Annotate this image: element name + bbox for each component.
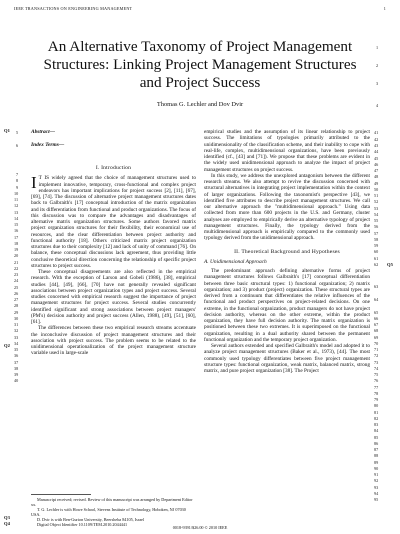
line-number: 92	[374, 478, 379, 483]
abstract-label: Abstract—	[31, 129, 55, 135]
footnote-rule	[31, 494, 91, 495]
line-number: 70	[374, 341, 379, 346]
line-number: 30	[14, 316, 19, 321]
line-number: 55	[374, 218, 379, 223]
line-number: 25	[14, 285, 19, 290]
line-number: 78	[374, 391, 379, 396]
line-number: 33	[14, 335, 19, 340]
line-number: 32	[14, 328, 19, 333]
section-heading-theory: II. Theoretical Background and Hypotheses	[234, 248, 340, 255]
paragraph: The differences between these two empirical research streams accentuate the inconclusive discussion of project management structures and their association with project success. The problem seems to be related to the unidimensional operationalization of the project management structure variable used in large-scale	[31, 325, 196, 357]
line-number: 51	[374, 193, 379, 198]
line-number: 93	[374, 485, 379, 490]
query-mark: Q2	[4, 343, 10, 348]
line-number: 58	[374, 237, 379, 242]
line-number: 26	[14, 291, 19, 296]
line-number: 56	[374, 224, 379, 229]
line-number: 6	[16, 143, 19, 148]
line-number: 45	[374, 156, 379, 161]
line-number: 48	[374, 174, 379, 179]
line-number: 15	[14, 222, 19, 227]
paragraph: In this study, we address the unexplored antagonism between the different research streams. We also attempt to revive the discussion concerned with structural alternatives in integrating project implementation within the context of larger organizations. Following the taxonomist's perspective [43], we identified five attributes to describe project management structures. We call our alternative approach the "multidimensional approach." Using data collected from more than 600 projects in the U.S. and Germany, cluster analyses are employed to empirically derive an alternative typology of project management structures. Finally, the typology derived from the multidimensional approach is empirically compared to the commonly used typology derived from the unidimensional approach.	[204, 172, 370, 242]
paragraph: Several authors extended and specified Galbraith's model and adopted it to analyze project management structures (Baker et al., 1973), [44]. The most commonly used typology differentiates between five project management structure types: functional organization, weak matrix, balanced matrix, strong matrix, and pure project organization [38]. The Project	[204, 343, 370, 374]
query-mark: Q4	[4, 521, 10, 526]
line-number: 61	[374, 256, 379, 261]
line-number: 37	[14, 360, 19, 365]
line-number: 54	[374, 212, 379, 217]
query-mark: Q5	[387, 262, 393, 267]
line-number: 60	[374, 249, 379, 254]
line-number: 28	[14, 303, 19, 308]
paragraph: These conceptual disagreements are also reflected in the empirical research. With the exception of Larson and Gobeli (1986), [38], empirical studies [44], [49], [66], [70] have not generally revealed significant associations between project organization types and project success. Several studies concerned with empirical research suggest the importance of project management structures for project success. Several studies concurrently identified significant and strong associations between project managers' (PM's) decision authority and project success (Allen, 1988), [49], [51], [60], [61].	[31, 269, 196, 325]
query-mark: Q1	[4, 128, 10, 133]
line-number: 39	[14, 372, 19, 377]
line-number: 68	[374, 328, 379, 333]
line-number: 31	[14, 322, 19, 327]
paragraph: empirical studies and the assumption of its linear relationship to project success. The limitations of typologies primarily attributed to the unidimensionality of the classification scheme, and their inability to cope with real-life, complex, multidimensional organizations, have been previously identified (cf., [43] and [71]). We propose that these problems are evident in the widely used unidimensional approach to analyze the impact of project management structures on project success.	[204, 129, 370, 173]
line-number: 36	[14, 353, 19, 358]
line-number: 89	[374, 460, 379, 465]
line-number: 76	[374, 378, 379, 383]
line-number: 86	[374, 441, 379, 446]
running-header	[14, 6, 386, 14]
line-number: 72	[374, 353, 379, 358]
line-number: 47	[374, 168, 379, 173]
line-number: 24	[14, 278, 19, 283]
line-number: 16	[14, 228, 19, 233]
line-number: 19	[14, 247, 19, 252]
subsection-heading: A. Unidimensional Approach	[204, 258, 267, 265]
line-number: 10	[14, 191, 19, 196]
line-number: 63	[374, 284, 379, 289]
line-number: 50	[374, 187, 379, 192]
line-number: 84	[374, 428, 379, 433]
line-number: 4	[376, 103, 379, 108]
line-number: 5	[16, 130, 19, 135]
line-number: 62	[374, 262, 379, 267]
section-heading-introduction: I. Introduction	[95, 165, 132, 171]
line-number: 77	[374, 385, 379, 390]
line-number: 59	[374, 243, 379, 248]
line-number: 85	[374, 435, 379, 440]
title-line: An Alternative Taxonomy of Project Management	[47, 38, 353, 55]
line-number: 53	[374, 206, 379, 211]
title-line: and Project Success	[139, 74, 261, 91]
line-number: 46	[374, 162, 379, 167]
line-number: 87	[374, 447, 379, 452]
paragraph: The predominant approach defining alternative forms of project management structures follows Galbraith's [17] conceptual differentiation between three basic structural types: 1) functional organization; 2) matrix organization; and 3) product (project) organization. These structural types are derived from a continuum that differentiates the relative influences of the functional and product perspectives on project-related decisions. On one extreme, in the functional organization, product managers do not have project decision authority, whereas on the other extreme, within the product organization, they have full decision authority. The matrix organization is positioned between these two extremes. It is superimposed on the functional organization, resulting in a dual authority shared between the permanent functional organization and the temporary project organization.	[204, 268, 370, 343]
line-number: 91	[374, 472, 379, 477]
line-number: 75	[374, 372, 379, 377]
line-number: 73	[374, 360, 379, 365]
line-number: 1	[376, 45, 379, 50]
line-number: 7	[16, 172, 19, 177]
line-number: 20	[14, 253, 19, 258]
line-number: 83	[374, 422, 379, 427]
line-number: 57	[374, 231, 379, 236]
line-number: 35	[14, 347, 19, 352]
line-number: 49	[374, 181, 379, 186]
line-number: 79	[374, 397, 379, 402]
line-number: 12	[14, 203, 19, 208]
query-mark: Q3	[4, 515, 10, 520]
line-number: 38	[14, 366, 19, 371]
line-number: 34	[14, 341, 19, 346]
line-number: 3	[376, 81, 379, 86]
line-number: 65	[374, 310, 379, 315]
line-number: 67	[374, 322, 379, 327]
line-number: 66	[374, 316, 379, 321]
line-number: 52	[374, 199, 379, 204]
line-number: 17	[14, 235, 19, 240]
line-number: 81	[374, 410, 379, 415]
line-number: 13	[14, 210, 19, 215]
footnote-line: T. G. Lechler is with Howe School, Stevens Institute of Technology, Hoboken, NJ 07030 USA.	[31, 507, 186, 518]
line-number: 94	[374, 491, 379, 496]
dropcap: I	[31, 172, 37, 192]
paragraph: I T IS widely agreed that the choice of management structures used to implement innovative, temporary, cross-functional and complex project endeavors has important implications for project success [2], [11], [67], [69], [74]. The discussion of alternative project management structures dates back to Galbraith's [17] conceptual introduction of the matrix organization and its differentiation from functional and product organizations. The focus of this discussion was to compare the advantages and disadvantages of alternative matrix organization structures. Some authors favored matrix project organization structures for their flexibility, their economical use of resources, and the clear differentiation between project authority and functional authority [18]. Others criticized matrix project organization structures due to their complexity [12] and lack of unity of command [76]. On balance, these conceptual discussions lack agreement, thus providing little conclusive theoretical direction concerning the relationship of specific project structures to project success.	[31, 172, 196, 269]
line-number: 22	[14, 266, 19, 271]
left-column	[31, 160, 196, 357]
line-number: 82	[374, 416, 379, 421]
line-number: 9	[16, 185, 19, 190]
line-number: 41	[374, 130, 379, 135]
line-number: 95	[374, 497, 379, 502]
line-number: 64	[374, 297, 379, 302]
line-number: 71	[374, 347, 379, 352]
line-number: 18	[14, 241, 19, 246]
line-number: 74	[374, 366, 379, 371]
authors: Thomas G. Lechler and Dov Dvir	[156, 101, 244, 108]
line-number: 21	[14, 260, 19, 265]
line-number: 90	[374, 466, 379, 471]
line-number: 44	[374, 149, 379, 154]
line-number: 40	[14, 378, 19, 383]
footnote-line: D. Dvir is with Ben-Gurion University, Beersheba 84105, Israel	[37, 517, 145, 523]
right-column	[204, 129, 370, 374]
footnote	[31, 497, 196, 528]
line-number: 80	[374, 403, 379, 408]
line-number: 14	[14, 216, 19, 221]
footnote-line: Manuscript received; revised. Review of this manuscript was arranged by Department Editor xx.	[31, 497, 193, 508]
abstract	[31, 129, 64, 148]
line-number: 88	[374, 453, 379, 458]
page-number: 1	[383, 6, 386, 11]
title-line: Structures: Linking Project Management Structures	[43, 56, 357, 73]
line-number: 29	[14, 310, 19, 315]
line-number: 27	[14, 297, 19, 302]
line-number: 43	[374, 143, 379, 148]
journal-name: IEEE TRANSACTIONS ON ENGINEERING MANAGEMENT	[14, 6, 133, 11]
index-terms-label: Index Terms—	[31, 142, 65, 148]
footnote-line: Digital Object Identifier 10.1109/TEM.2010.2044441	[37, 522, 128, 528]
line-number: 2	[376, 63, 379, 68]
copyright-line: 0018-9391/$26.00 © 2010 IEEE	[172, 525, 228, 530]
line-number: 69	[374, 335, 379, 340]
line-number: 11	[14, 197, 19, 202]
paper-title	[24, 38, 379, 92]
line-number: 42	[374, 137, 379, 142]
line-number: 23	[14, 272, 19, 277]
line-number: 8	[16, 178, 19, 183]
